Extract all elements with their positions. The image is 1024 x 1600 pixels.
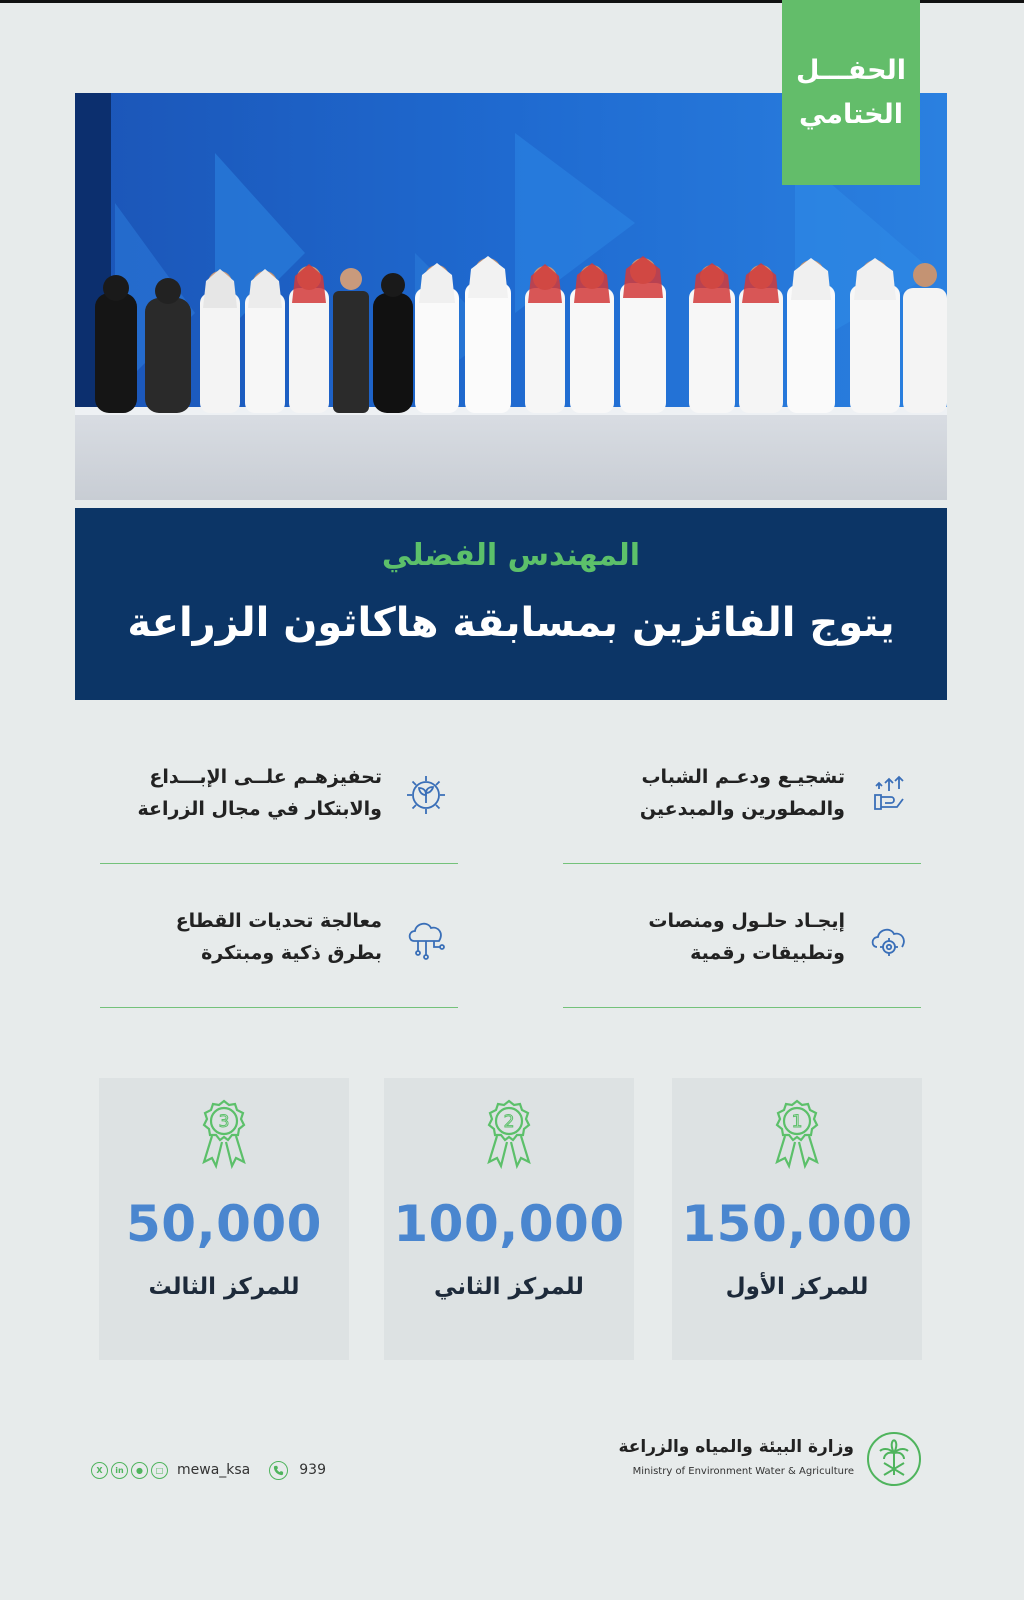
banner-title: يتوج الفائزين بمسابقة هاكاثون الزراعة [127,600,895,646]
prize-amount: 50,000 [126,1195,322,1253]
feature-item-motivate-creativity [100,751,458,864]
badge-line-2: الختامي [798,98,904,130]
cloud-network-icon [404,917,448,961]
feature-line-1: إيجـاد حلـول ومنصات [648,910,845,932]
title-banner [75,508,947,700]
feature-text [640,761,845,825]
linkedin-icon[interactable]: in [111,1462,128,1479]
ministry-name-en: Ministry of Environment Water & Agriculture [632,1466,854,1477]
svg-text:2: 2 [503,1112,515,1132]
feature-text [176,905,382,969]
social-links [91,1460,326,1480]
svg-text:3: 3 [218,1112,230,1132]
phone-icon[interactable] [269,1461,288,1480]
banner-subtitle: المهندس الفضلي [381,538,641,573]
gear-plant-icon [404,773,448,817]
feature-item-support-youth [563,751,921,864]
feature-line-2: وتطبيقات رقمية [690,942,845,964]
prize-place: للمركز الثالث [148,1274,300,1300]
x-icon[interactable]: X [91,1462,108,1479]
ministry-logo-icon [866,1431,922,1487]
prize-place: للمركز الثاني [434,1274,584,1300]
feature-text [138,761,383,825]
medal-third-icon [192,1098,256,1174]
prize-place: للمركز الأول [725,1274,869,1300]
prize-amount: 100,000 [393,1195,625,1253]
feature-text [648,905,845,969]
feature-line-1: تحفيزهـم علــى الإبـــداع [149,766,382,788]
instagram-icon[interactable]: □ [151,1462,168,1479]
prize-amount: 150,000 [681,1195,913,1253]
medal-first-icon [765,1098,829,1174]
cloud-gear-icon [867,917,911,961]
feature-line-2: بطرق ذكية ومبتكرة [201,942,382,964]
social-handle[interactable]: mewa_ksa [177,1462,251,1478]
feature-line-1: معالجة تحديات القطاع [175,910,382,932]
badge-line-1: الحفـــل [795,54,907,86]
feature-line-2: والابتكار في مجال الزراعة [137,798,382,820]
prize-card-first [672,1078,922,1360]
prize-card-second [384,1078,634,1360]
phone-number[interactable]: 939 [299,1462,326,1478]
prize-card-third [99,1078,349,1360]
svg-text:1: 1 [791,1112,803,1132]
snapchat-icon[interactable]: ● [131,1462,148,1479]
feature-line-2: والمطورين والمبدعين [639,798,845,820]
feature-item-sector-challenges [100,895,458,1008]
feature-item-digital-solutions [563,895,921,1008]
ministry-name-ar: وزارة البيئة والمياه والزراعة [618,1437,854,1457]
closing-ceremony-badge [782,0,920,185]
hand-growth-icon [867,773,911,817]
feature-line-1: تشجيـع ودعـم الشباب [641,766,845,788]
medal-second-icon [477,1098,541,1174]
